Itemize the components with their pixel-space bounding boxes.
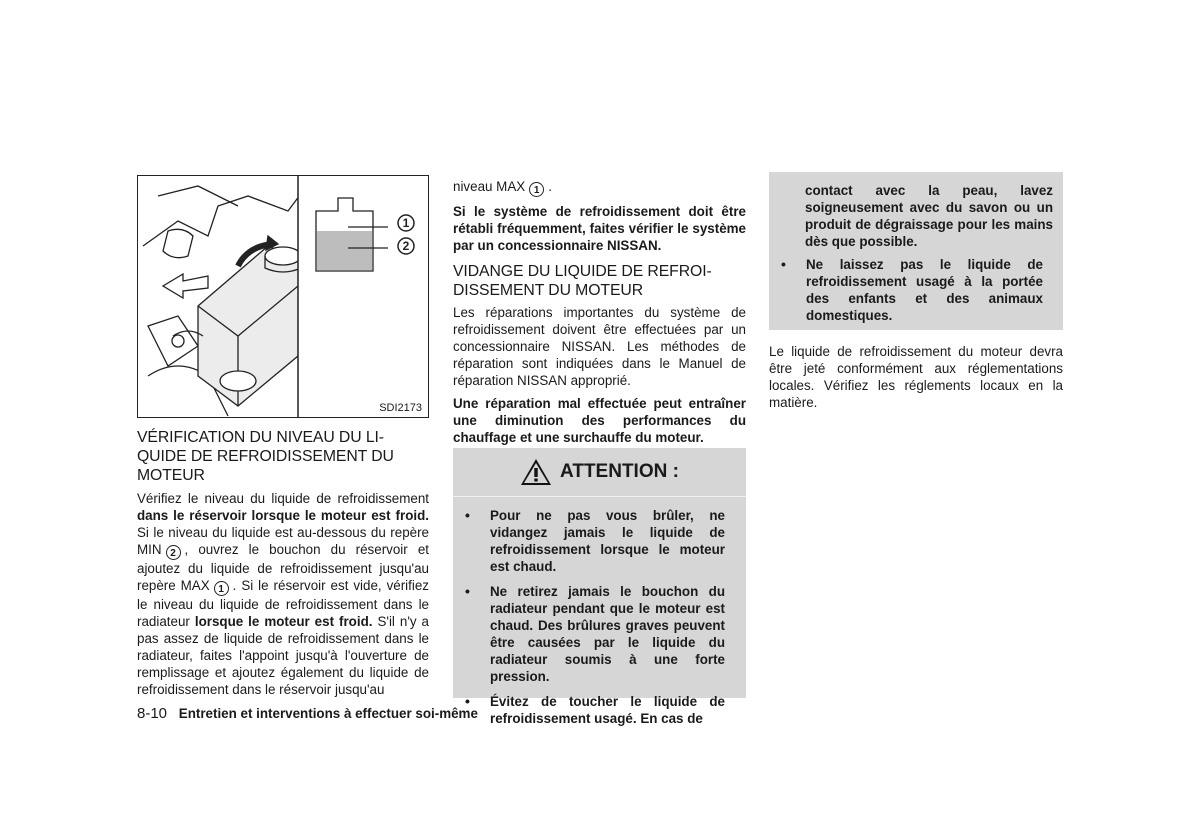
disposal-paragraph: Le liquide de refroidissement du moteur devra être jeté conformément aux réglementations locales. Vérifiez les réglements locaux en la matière. xyxy=(769,344,1063,410)
marker-1-icon: 1 xyxy=(214,581,229,596)
section-heading-drain: VIDANGE DU LIQUIDE DE REFROI- DISSEMENT DU MOTEUR xyxy=(453,263,712,299)
frequent-refill-note: Si le système de refroidissement doit être rétabli fréquemment, faites vérifier le système par un concessionnaire NISSAN. xyxy=(453,204,746,253)
engine-bay-drawing xyxy=(138,176,429,418)
bad-repair-note: Une réparation mal effectuée peut entraîner une diminution des performances du chauffage et une surchauffe du moteur. xyxy=(453,396,746,445)
page-footer xyxy=(137,705,478,722)
verification-paragraph: Vérifiez le niveau du liquide de refroidissement dans le réservoir lorsque le moteur est froid. Si le niveau du liquide est au-dessous du repère MIN 2 , ouvrez le bouchon du réservoir et ajoutez du liquide de refroidissement jusqu'au repère MAX 1 . Si le réservoir est vide, vérifiez le niveau du liquide de refroidissement dans le radiateur lorsque le moteur est froid. S'il n'y a pas assez de liquide de refroidissement dans le radiateur, faites l'appoint jusqu'à l'ouverture de remplissage et ajoutez également du liquide de refroidissement dans le réservoir jusqu'au xyxy=(137,491,429,697)
section-heading-verification: VÉRIFICATION DU NIVEAU DU LI- QUIDE DE REFROIDISSEMENT DU MOTEUR xyxy=(137,429,394,484)
drain-paragraph: Les réparations importantes du système de refroidissement doivent être effectuées par un concessionnaire NISSAN. Les méthodes de réparation sont indiquées dans le Manuel de réparation NISSAN approprié. xyxy=(453,305,746,388)
figure-marker-1: 1 xyxy=(402,216,410,230)
list-item: • Ne laissez pas le liquide de refroidissement usagé à la portée des enfants et des animaux domestiques. xyxy=(771,256,1043,324)
attention-box xyxy=(453,448,746,726)
list-item: • Évitez de toucher le liquide de refroidissement usagé. En cas de xyxy=(455,693,725,727)
list-item: • Ne retirez jamais le bouchon du radiateur pendant que le moteur est chaud. Des brûlures graves peuvent être causées par le liquide du radiateur soumis à une forte pression. xyxy=(455,583,725,685)
attention-header: ATTENTION : xyxy=(453,452,746,492)
attention-continued-text: contact avec la peau, lavez soigneusement avec du savon ou un produit de dégraissage pour les mains dès que possible. xyxy=(805,183,1053,249)
marker-1-icon: 1 xyxy=(529,182,544,197)
attention-list-continued xyxy=(771,256,1043,324)
attention-box-continued xyxy=(769,172,1063,330)
figure-code: SDI2173 xyxy=(379,402,422,414)
coolant-reservoir-illustration xyxy=(137,175,429,418)
warning-triangle-icon xyxy=(520,458,552,486)
marker-2-icon: 2 xyxy=(166,545,181,560)
chapter-title: Entretien et interventions à effectuer soi-même xyxy=(178,706,478,721)
page-number: 8-10 xyxy=(137,705,168,722)
column-1 xyxy=(137,428,429,698)
attention-list xyxy=(455,507,725,727)
list-item: • Pour ne pas vous brûler, ne vidangez jamais le liquide de refroidissement lorsque le moteur est chaud. xyxy=(455,507,725,575)
figure-marker-2: 2 xyxy=(402,239,410,253)
column-2: niveau MAX 1 . Si le système de refroidissement doit être rétabli fréquemment, faites vérifier le système par un concessionnaire NISSAN. VIDANGE DU LIQUIDE DE REFROI- DISSEMENT DU MOTEUR Les réparations importantes du système de refroidissement doivent être effectuées par un concessionnaire NISSAN. Les méthodes de réparation sont indiquées dans le Manuel de réparation NISSAN approprié. Une réparation mal effectuée peut entraîner une diminution des performances du chauffage et une surchauffe du moteur. xyxy=(453,179,746,445)
